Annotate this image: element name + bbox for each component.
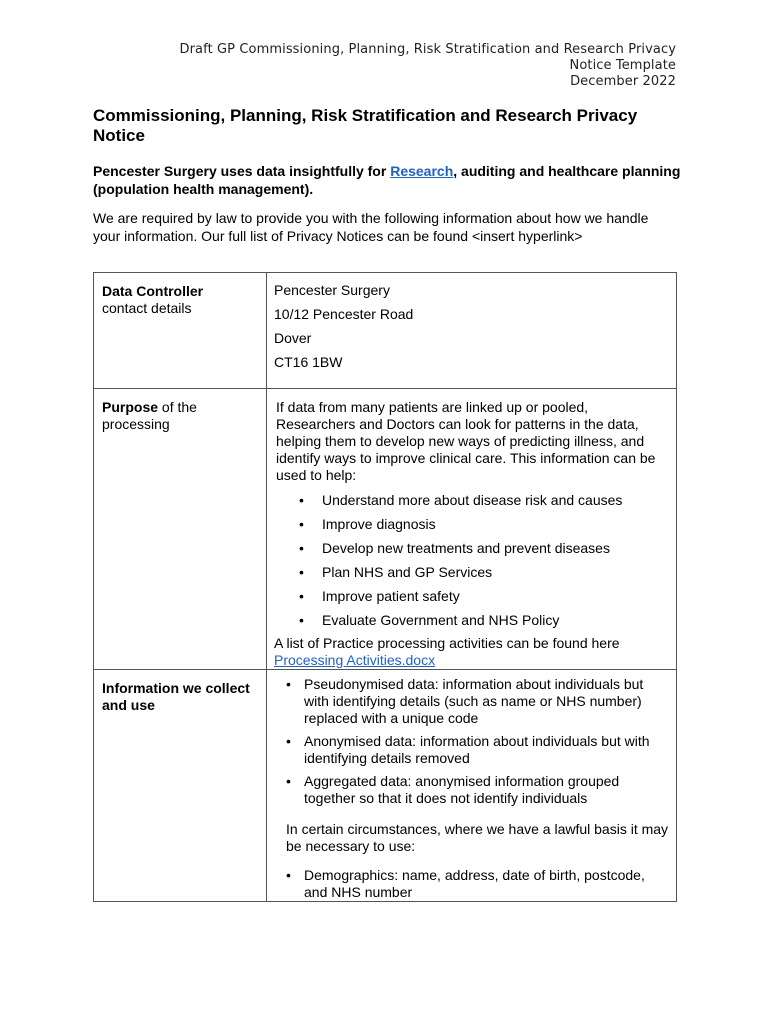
list-item: • Demographics: name, address, date of birth, postcode, and NHS number bbox=[304, 867, 670, 901]
header-line-1: Draft GP Commissioning, Planning, Risk Stratification and Research Privacy bbox=[179, 42, 676, 57]
list-item: • Aggregated data: anonymised information grouped together so that it does not identify individuals bbox=[304, 773, 670, 807]
demographics-list bbox=[274, 867, 670, 901]
controller-label-cell bbox=[94, 273, 267, 389]
subtitle-text-after: , auditing and healthcare planning (population health management). bbox=[93, 163, 681, 197]
table-row-purpose bbox=[94, 389, 677, 670]
header-line-3: December 2022 bbox=[570, 74, 676, 89]
intro-paragraph: We are required by law to provide you with the following information about how we handle your information. Our full list of Privacy Notices can be found <insert hyperlink> bbox=[93, 210, 649, 244]
purpose-label-rest: of the processing bbox=[102, 399, 197, 432]
processing-activities-link[interactable]: Processing Activities.docx bbox=[274, 652, 436, 668]
address-line: CT16 1BW bbox=[274, 354, 343, 370]
subtitle-text-before: Pencester Surgery uses data insightfully for bbox=[93, 163, 391, 179]
research-link[interactable]: Research bbox=[390, 163, 454, 179]
list-item: • Pseudonymised data: information about individuals but with identifying details (such as name or NHS number) replaced with a unique code bbox=[304, 676, 670, 727]
purpose-label-cell bbox=[94, 389, 267, 670]
purpose-content-cell bbox=[267, 389, 677, 670]
purpose-label-bold: Purpose bbox=[102, 399, 159, 415]
header-line-2: Notice Template bbox=[569, 58, 676, 73]
address-line: Pencester Surgery bbox=[274, 282, 390, 298]
processing-activities-text: A list of Practice processing activities can be found here bbox=[274, 635, 620, 651]
information-list bbox=[274, 676, 670, 807]
address-line: Dover bbox=[274, 330, 312, 346]
information-label-cell bbox=[94, 670, 267, 902]
list-item: • Understand more about disease risk and causes bbox=[322, 488, 670, 512]
purpose-list bbox=[274, 488, 670, 632]
purpose-text: If data from many patients are linked up or pooled, Researchers and Doctors can look for patterns in the data, helping them to develop new ways of predicting illness, and identify ways to improve clinical care. This information can be used to help: bbox=[276, 399, 656, 483]
controller-label-bold: Data Controller bbox=[102, 283, 204, 299]
table-row-information bbox=[94, 670, 677, 902]
list-item: • Improve patient safety bbox=[322, 584, 670, 608]
document-header bbox=[180, 42, 677, 90]
controller-label-rest: contact details bbox=[102, 300, 192, 316]
information-label: Information we collect and use bbox=[102, 680, 250, 713]
list-item: • Improve diagnosis bbox=[322, 512, 670, 536]
controller-address-cell bbox=[267, 273, 677, 389]
certain-circumstances-text: In certain circumstances, where we have a lawful basis it may be necessary to use: bbox=[286, 821, 669, 854]
information-content-cell bbox=[267, 670, 677, 902]
subtitle bbox=[93, 162, 683, 198]
list-item: • Develop new treatments and prevent diseases bbox=[322, 536, 670, 560]
list-item: • Plan NHS and GP Services bbox=[322, 560, 670, 584]
table-row-controller bbox=[94, 273, 677, 389]
page-title: Commissioning, Planning, Risk Stratification and Research Privacy Notice bbox=[93, 106, 638, 145]
list-item: • Anonymised data: information about individuals but with identifying details removed bbox=[304, 733, 670, 767]
address-line: 10/12 Pencester Road bbox=[274, 306, 414, 322]
list-item: • Evaluate Government and NHS Policy bbox=[322, 608, 670, 632]
controller-address bbox=[274, 273, 670, 388]
privacy-notice-table bbox=[93, 272, 677, 902]
